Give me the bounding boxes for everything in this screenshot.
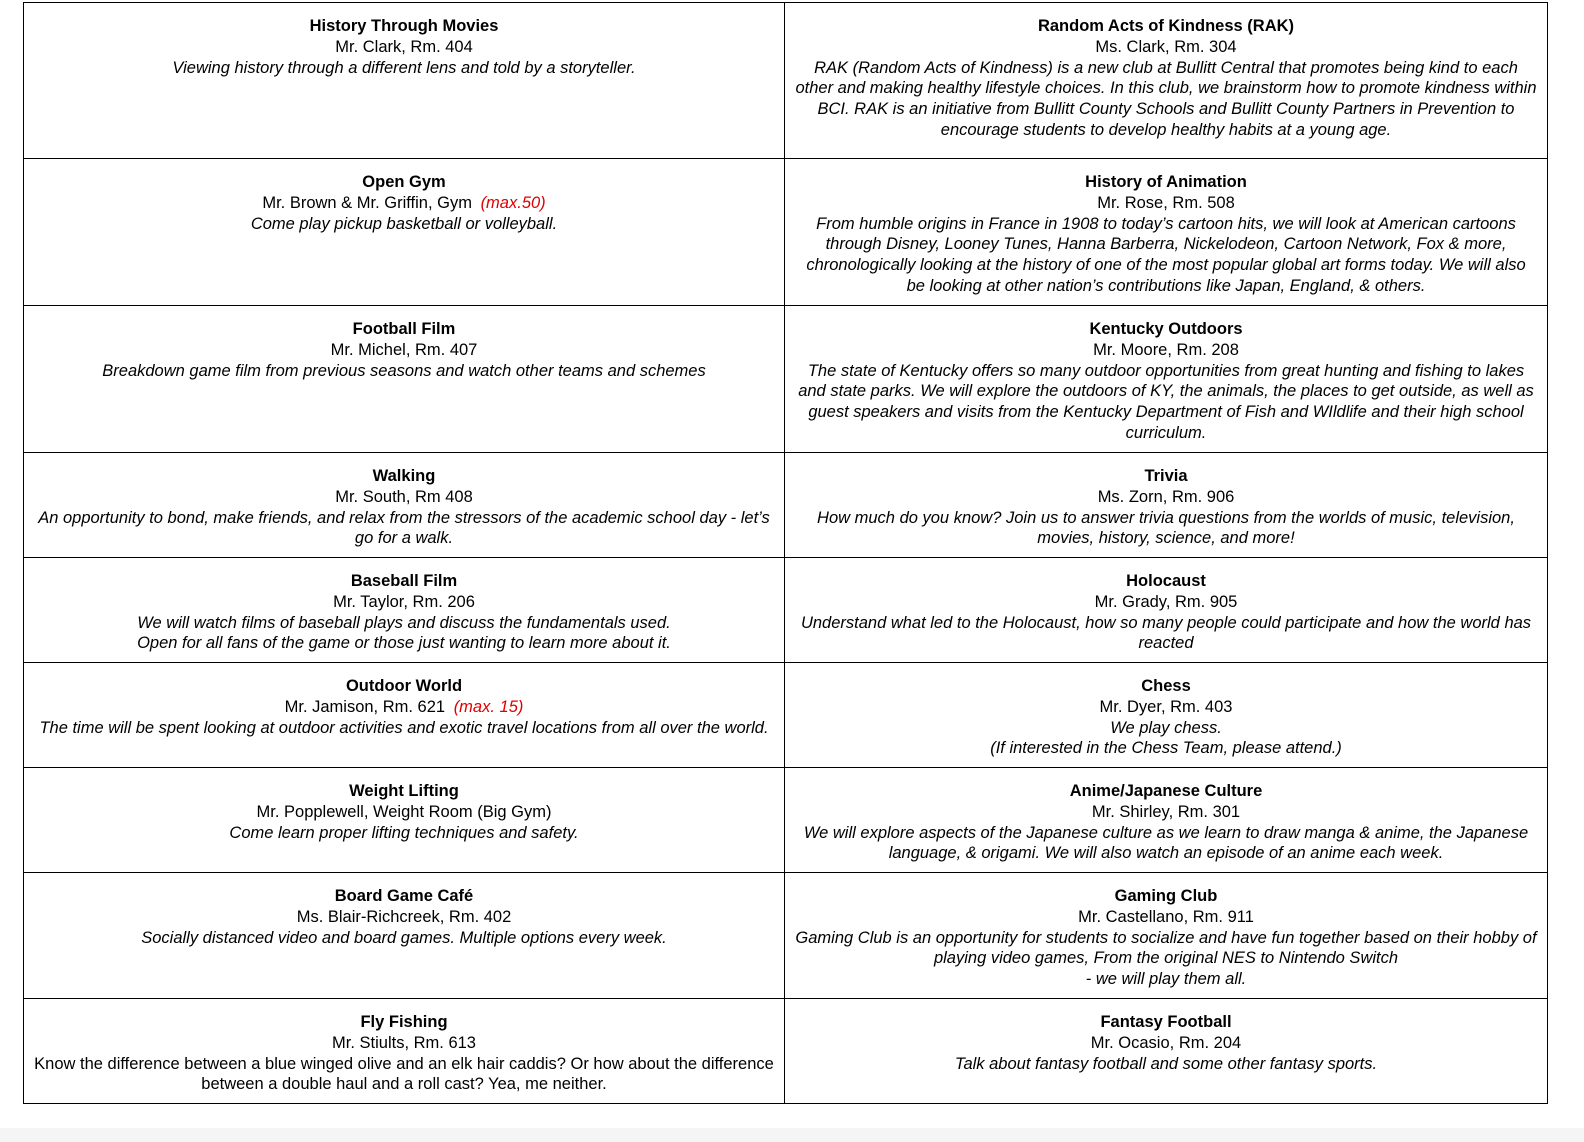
club-title: Fly Fishing: [360, 1013, 448, 1031]
club-description-line: From humble origins in France in 1908 to today’s cartoon hits, we will look at American cartoons through Disney, Looney Tunes, Hanna Barberra, Nickelodeon, Cartoon Network, Fox & more, chronologically looking at the history of one of the most popular global art forms today. We will also be looking at other nation’s contributions like Japan, England, & others.: [806, 214, 1526, 295]
club-teacher-line: [795, 697, 1537, 718]
club-cell: [24, 768, 785, 873]
club-description-line: The time will be spent looking at outdoor activities and exotic travel locations from all over the world.: [39, 718, 769, 737]
club-description-line: Come learn proper lifting techniques and safety.: [229, 823, 579, 842]
club-description-line: - we will play them all.: [1085, 970, 1247, 989]
club-title: History Through Movies: [309, 17, 499, 35]
club-description: [34, 613, 774, 655]
club-teacher-line: [34, 1033, 774, 1054]
club-description: [795, 214, 1537, 297]
club-title: Weight Lifting: [349, 782, 459, 800]
club-title: Baseball Film: [350, 572, 458, 590]
club-cell: [785, 306, 1548, 453]
club-teacher: Mr. Stiults, Rm. 613: [332, 1033, 476, 1052]
club-teacher: Ms. Zorn, Rm. 906: [1097, 487, 1235, 506]
club-title: Gaming Club: [1114, 887, 1218, 905]
table-row: [24, 999, 1548, 1104]
club-title: Anime/Japanese Culture: [1069, 782, 1263, 800]
club-description: [795, 1054, 1537, 1075]
club-title: Outdoor World: [345, 677, 463, 695]
club-description-line: Understand what led to the Holocaust, how so many people could participate and how the world has reacted: [800, 613, 1532, 653]
club-description: [34, 214, 774, 235]
club-description-line: The state of Kentucky offers so many outdoor opportunities from great hunting and fishing to lakes and state parks. We will explore the outdoors of KY, the animals, the places to get outside, as well as guest speakers and visits from the Kentucky Department of Fish and WIldlife and their high school curriculum.: [798, 361, 1534, 442]
club-cell: [785, 558, 1548, 663]
club-description: [795, 928, 1537, 990]
club-cell: [785, 768, 1548, 873]
clubs-table-body: [24, 3, 1548, 1104]
club-cell: [24, 159, 785, 306]
club-title: Football Film: [352, 320, 456, 338]
club-teacher-line: [34, 697, 774, 718]
club-description: [34, 928, 774, 949]
club-title: Fantasy Football: [1100, 1013, 1232, 1031]
club-title: Chess: [1141, 677, 1191, 695]
club-teacher: Mr. Rose, Rm. 508: [1097, 193, 1235, 212]
club-description: [795, 508, 1537, 550]
club-teacher-line: [795, 193, 1537, 214]
club-teacher-line: [34, 907, 774, 928]
club-title: Holocaust: [1126, 572, 1206, 590]
club-teacher-line: [34, 193, 774, 214]
club-teacher-line: [795, 487, 1537, 508]
club-description-line: Gaming Club is an opportunity for students to socialize and have fun together based on their hobby of playing video games, From the original NES to Nintendo Switch: [795, 928, 1537, 968]
club-cell: [785, 663, 1548, 768]
club-description-line: Open for all fans of the game or those just wanting to learn more about it.: [137, 634, 671, 653]
club-cell: [24, 3, 785, 159]
table-row: [24, 3, 1548, 159]
club-description: [34, 1054, 774, 1096]
table-row: [24, 663, 1548, 768]
club-cell: [24, 873, 785, 999]
club-cell: [24, 999, 785, 1104]
club-cell: [785, 159, 1548, 306]
club-title: History of Animation: [1085, 173, 1247, 191]
club-description-line: Viewing history through a different lens and told by a storyteller.: [172, 58, 636, 77]
club-teacher: Mr. Grady, Rm. 905: [1094, 592, 1238, 611]
club-description: [795, 823, 1537, 865]
club-description: [795, 613, 1537, 655]
club-description-line: How much do you know? Join us to answer trivia questions from the worlds of music, television, movies, history, science, and more!: [817, 508, 1515, 548]
club-description-line: Know the difference between a blue winged olive and an elk hair caddis? Or how about the difference between a double haul and a roll cast? Yea, me neither.: [34, 1054, 774, 1094]
club-teacher: Mr. Popplewell, Weight Room (Big Gym): [256, 802, 552, 821]
club-teacher: Mr. Brown & Mr. Griffin, Gym: [262, 193, 477, 212]
club-teacher-line: [34, 802, 774, 823]
club-description: [34, 508, 774, 550]
table-row: [24, 453, 1548, 558]
club-max-capacity: (max. 15): [453, 697, 524, 716]
club-cell: [785, 873, 1548, 999]
club-teacher: Mr. South, Rm 408: [335, 487, 473, 506]
club-title: Walking: [372, 467, 436, 485]
club-teacher: Mr. Jamison, Rm. 621: [284, 697, 450, 716]
table-row: [24, 768, 1548, 873]
club-teacher: Mr. Dyer, Rm. 403: [1099, 697, 1233, 716]
club-teacher: Mr. Clark, Rm. 404: [335, 37, 473, 56]
club-title: Trivia: [1144, 467, 1188, 485]
club-description: [34, 718, 774, 739]
club-teacher: Mr. Shirley, Rm. 301: [1091, 802, 1241, 821]
club-cell: [24, 306, 785, 453]
club-teacher-line: [795, 37, 1537, 58]
club-teacher-line: [795, 907, 1537, 928]
club-description-line: Socially distanced video and board games. Multiple options every week.: [141, 928, 667, 947]
club-teacher: Mr. Taylor, Rm. 206: [333, 592, 475, 611]
club-cell: [24, 453, 785, 558]
table-row: [24, 558, 1548, 663]
club-teacher: Mr. Michel, Rm. 407: [330, 340, 478, 359]
club-description-line: We play chess.: [1110, 718, 1222, 737]
clubs-table: [23, 2, 1548, 1104]
club-description: [34, 58, 774, 79]
club-description-line: (If interested in the Chess Team, please attend.): [990, 739, 1342, 758]
club-cell: [785, 999, 1548, 1104]
club-teacher-line: [795, 802, 1537, 823]
club-description: [795, 58, 1537, 141]
club-description-line: Talk about fantasy football and some other fantasy sports.: [954, 1054, 1378, 1073]
table-row: [24, 873, 1548, 999]
club-cell: [24, 663, 785, 768]
club-title: Open Gym: [362, 173, 446, 191]
club-teacher: Mr. Moore, Rm. 208: [1093, 340, 1239, 359]
club-description: [34, 823, 774, 844]
club-max-capacity: (max.50): [480, 193, 546, 212]
club-teacher-line: [34, 37, 774, 58]
club-cell: [24, 558, 785, 663]
club-description-line: We will explore aspects of the Japanese culture as we learn to draw manga & anime, the Japanese language, & origami. We will also watch an episode of an anime each week.: [803, 823, 1529, 863]
club-cell: [785, 453, 1548, 558]
club-teacher-line: [34, 592, 774, 613]
club-teacher: Mr. Castellano, Rm. 911: [1078, 907, 1254, 926]
club-teacher: Ms. Blair-Richcreek, Rm. 402: [296, 907, 512, 926]
club-description-line: Come play pickup basketball or volleyball.: [250, 214, 558, 233]
club-title: Board Game Café: [334, 887, 474, 905]
club-description: [34, 361, 774, 382]
table-row: [24, 159, 1548, 306]
table-row: [24, 306, 1548, 453]
club-cell: [785, 3, 1548, 159]
club-teacher-line: [795, 340, 1537, 361]
club-teacher-line: [795, 1033, 1537, 1054]
club-teacher-line: [34, 340, 774, 361]
club-description-line: An opportunity to bond, make friends, and relax from the stressors of the academic school day - let’s go for a walk.: [38, 508, 770, 548]
club-title: Random Acts of Kindness (RAK): [1037, 17, 1295, 35]
club-teacher-line: [795, 592, 1537, 613]
club-description-line: RAK (Random Acts of Kindness) is a new club at Bullitt Central that promotes being kind to each other and making healthy lifestyle choices. In this club, we brainstorm how to promote kindness within BCI. RAK is an initiative from Bullitt County Schools and Bullitt County Partners in Prevention to encourage students to develop healthy habits at a young age.: [795, 58, 1537, 139]
club-description: [795, 718, 1537, 760]
club-description-line: We will watch films of baseball plays and discuss the fundamentals used.: [137, 613, 671, 632]
club-teacher: Mr. Ocasio, Rm. 204: [1090, 1033, 1242, 1052]
club-description-line: Breakdown game film from previous seasons and watch other teams and schemes: [102, 361, 706, 380]
club-teacher-line: [34, 487, 774, 508]
club-teacher: Ms. Clark, Rm. 304: [1095, 37, 1237, 56]
club-title: Kentucky Outdoors: [1089, 320, 1243, 338]
club-description: [795, 361, 1537, 444]
